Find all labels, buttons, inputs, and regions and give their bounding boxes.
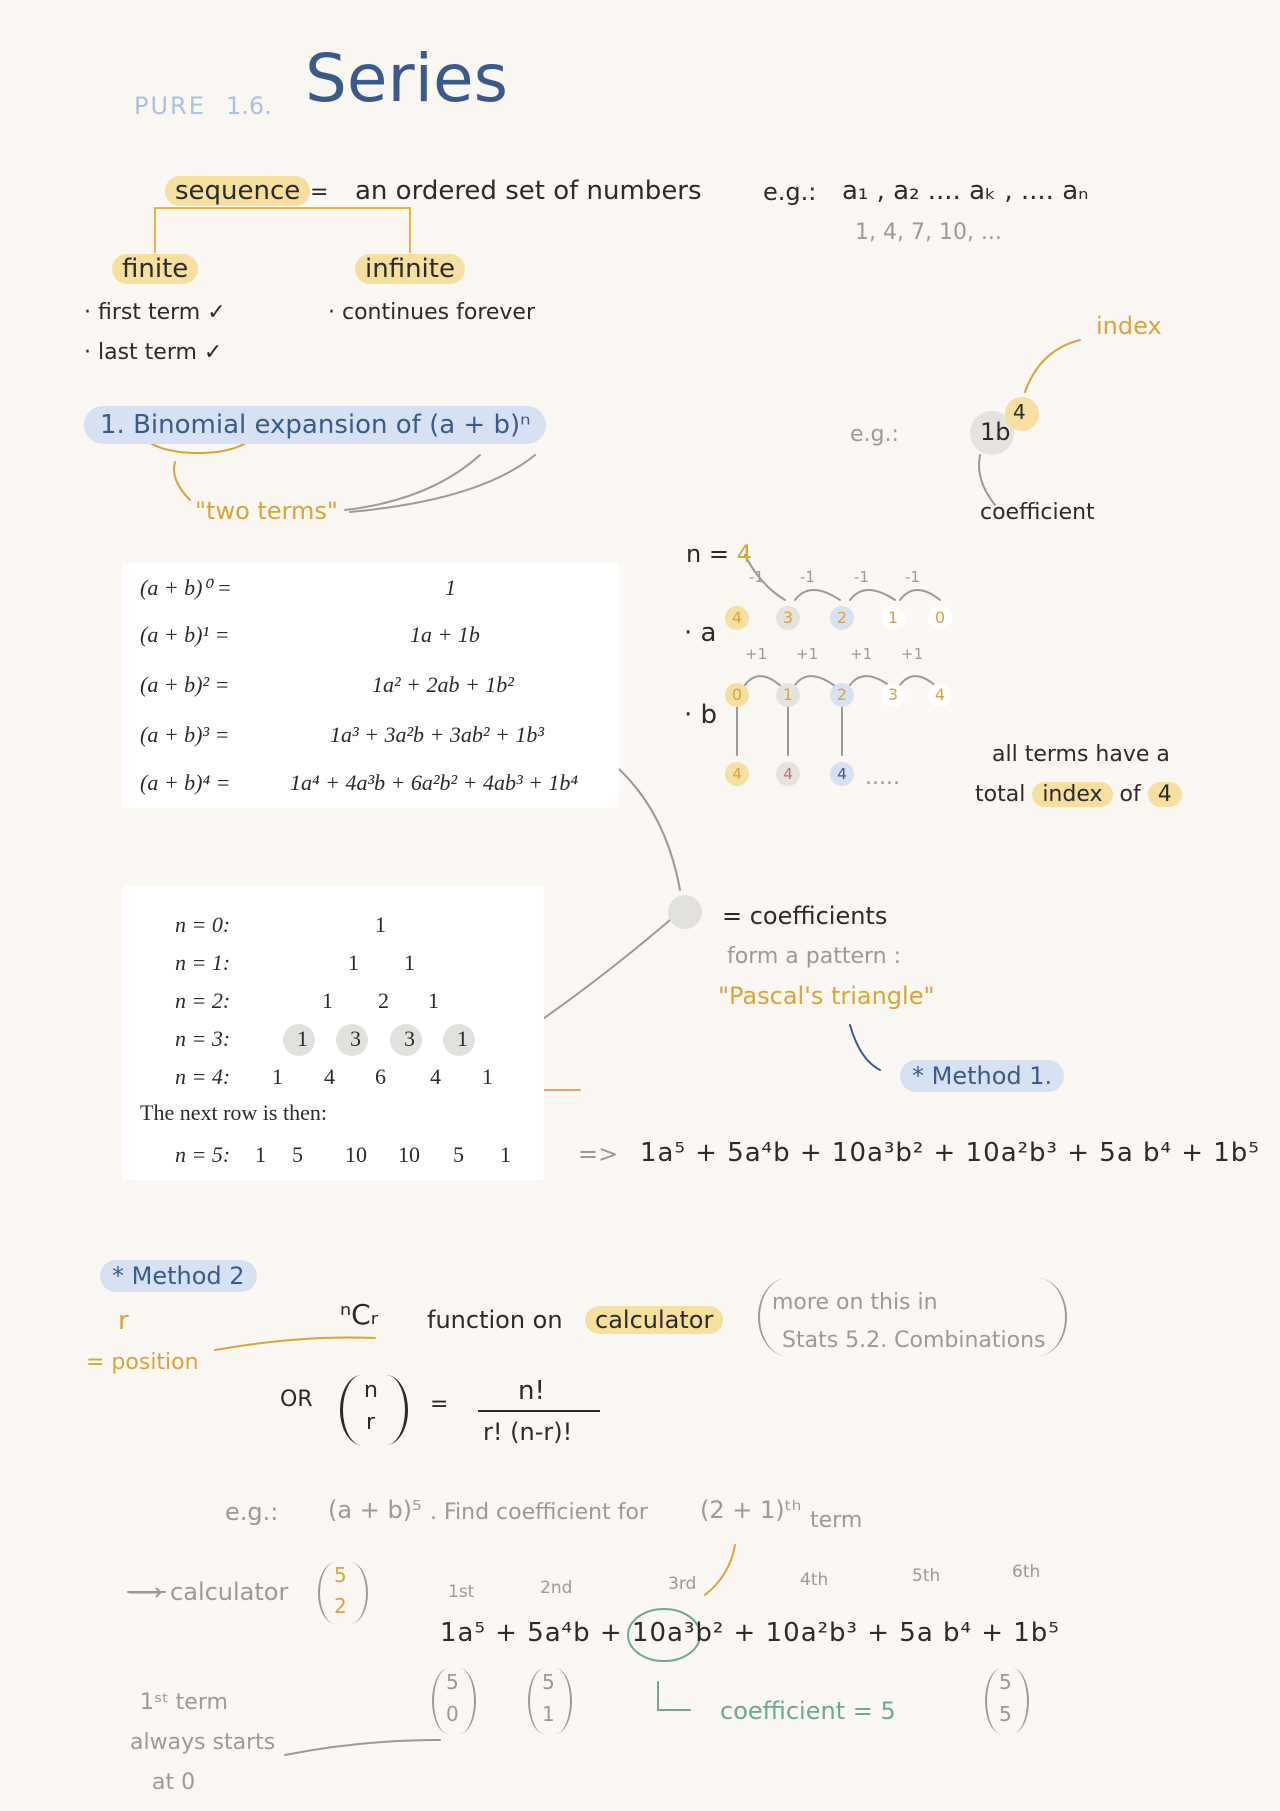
first-term-note-line3: at 0 [152,1770,196,1795]
pascal-next-value: 1 [500,1142,511,1167]
pascal-value: 1 [322,988,333,1013]
pascal-row-label: n = 4: [175,1064,231,1089]
pascal-value: 1 [404,950,415,975]
expansion-rhs: 1a³ + 3a²b + 3ab² + 1b³ [330,722,544,747]
b-power: 1 [776,683,800,707]
pascal-next-value: 10 [398,1142,420,1167]
sequence-label: sequence [165,176,310,206]
total-index-note-line1: all terms have a [992,742,1170,767]
sequence-numbers: 1, 4, 7, 10, ... [855,220,1002,245]
b-step: +1 [745,645,768,663]
term-binomial-top: 5 [446,1670,459,1694]
more-note-line1: more on this in [772,1290,938,1315]
a-power: 2 [830,606,854,630]
expansion5-arrow: => [578,1140,619,1168]
calculator-label: calculator [585,1306,723,1334]
more-note-brackets [758,1278,1067,1356]
pascal-value: 3 [404,1026,415,1051]
position-label: = position [86,1350,199,1375]
b-power: 4 [928,683,952,707]
coefficients-note-line1: = coefficients [722,902,888,930]
pascal-value: 1 [457,1026,468,1051]
sequence-definition: an ordered set of numbers [355,176,702,206]
index-total: 4 [725,762,749,786]
header-section: 1.6. [226,92,272,120]
expansion-lhs: (a + b)⁴ = [140,770,231,795]
coefficient-label: coefficient [980,500,1095,525]
term-binomial-bottom: 1 [542,1702,555,1726]
b-power: 3 [881,683,905,707]
a-step: -1 [905,568,920,586]
expansion-lhs: (a + b)² = [140,672,230,697]
finite-item-first: · first term ✓ [84,300,226,325]
binomial-title: 1. Binomial expansion of (a + b)ⁿ [84,410,546,440]
expansion-lhs: (a + b)⁰ = [140,575,232,600]
pascal-next-label: n = 5: [175,1142,231,1167]
pascal-next-value: 1 [255,1142,266,1167]
fraction-line [478,1410,600,1412]
pascal-value: 1 [297,1026,308,1051]
first-term-note-line1: 1ˢᵗ term [140,1690,228,1715]
equals-sign: = [430,1392,449,1417]
pascal-next-value: 5 [292,1142,303,1167]
example-expansion: 1a⁵ + 5a⁴b + 10a³b² + 10a²b³ + 5a b⁴ + 1b⁵ [440,1618,1060,1648]
expansion-lhs: (a + b)¹ = [140,622,230,647]
pascal-row-label: n = 1: [175,950,231,975]
term-binomial-bottom: 0 [446,1702,459,1726]
pascal-next-text: The next row is then: [140,1100,327,1125]
example-eg: e.g.: [225,1498,279,1526]
coefficient-marker [668,895,702,929]
method-1-label: * Method 1. [900,1062,1064,1090]
b-power: 2 [830,683,854,707]
calculator-arrow: ⟶ calculator [128,1578,289,1606]
term-binomial-top: 5 [999,1670,1012,1694]
term-binomial-bottom: 5 [999,1702,1012,1726]
a-step: -1 [854,568,869,586]
expansion-rhs: 1 [445,575,456,600]
b-step: +1 [850,645,873,663]
pascal-value: 1 [482,1064,493,1089]
total-index-note-line2: total index of 4 [975,782,1182,807]
sequence-sep: = [310,180,329,205]
or-label: OR [280,1387,313,1412]
header-pure: PURE [134,92,206,120]
expansion-rhs: 1a² + 2ab + 1b² [372,672,514,697]
a-label: · a [684,618,717,648]
index-total: 4 [830,762,854,786]
index-power: 4 [1013,400,1026,424]
method-2-label: * Method 2 [100,1262,257,1290]
expansion-rhs: 1a⁴ + 4a³b + 6a²b² + 4ab³ + 1b⁴ [290,770,579,795]
a-power: 3 [776,606,800,630]
sequence-eg: e.g.: [763,178,817,206]
binomial-n: n [364,1378,378,1403]
binomial-r: r [366,1410,376,1435]
pascal-value: 1 [272,1064,283,1089]
index-total: 4 [776,762,800,786]
term-ordinal: 1st [448,1582,475,1602]
ncr-symbol: ⁿCᵣ [340,1298,378,1331]
expansion-rhs: 1a + 1b [410,622,480,647]
page-title: Series [305,40,508,117]
n-label: n = 4 [686,540,752,568]
r-label: r [118,1306,129,1336]
coefficients-note-line2: form a pattern : [727,944,902,969]
pascal-value: 1 [428,988,439,1013]
example-which: (2 + 1)ᵗʰ [700,1496,802,1524]
two-terms-note: "two terms" [195,497,338,525]
pascal-value: 4 [324,1064,335,1089]
a-power: 0 [928,606,952,630]
finite-item-last: · last term ✓ [84,340,223,365]
totals-dots: ..... [865,765,900,790]
a-step: -1 [800,568,815,586]
pascal-row-label: n = 3: [175,1026,231,1051]
pascal-value: 1 [375,912,386,937]
sequence-terms: a₁ , a₂ .... aₖ , .... aₙ [842,176,1089,206]
index-term: 1b [980,418,1011,446]
more-note-line2: Stats 5.2. Combinations [782,1328,1046,1353]
fraction-bottom: r! (n-r)! [483,1418,573,1446]
infinite-label: infinite [355,254,465,284]
term-ordinal: 5th [912,1566,941,1586]
pascal-next-value: 10 [345,1142,367,1167]
pascal-row-label: n = 2: [175,988,231,1013]
pascal-triangle-label: "Pascal's triangle" [718,982,935,1010]
pascal-value: 6 [375,1064,386,1089]
expansion5: 1a⁵ + 5a⁴b + 10a³b² + 10a²b³ + 5a b⁴ + 1b⁵ [640,1138,1260,1168]
a-step: -1 [749,568,764,586]
example-find: . Find coefficient for [430,1500,648,1525]
b-power: 0 [725,683,749,707]
example-term: term [810,1508,863,1533]
a-power: 4 [725,606,749,630]
pascal-value: 1 [348,950,359,975]
b-step: +1 [901,645,924,663]
calc-top: 5 [334,1563,347,1587]
term-binomial-top: 5 [542,1670,555,1694]
term-ordinal: 4th [800,1570,829,1590]
infinite-item: · continues forever [328,300,536,325]
b-label: · b [684,700,718,730]
ncr-function-text: function on [427,1306,563,1334]
first-term-note-line2: always starts [130,1730,276,1755]
pascal-row-label: n = 0: [175,912,231,937]
a-power: 1 [881,606,905,630]
calc-bottom: 2 [334,1594,347,1618]
term-ordinal: 3rd [668,1574,697,1594]
index-eg: e.g.: [850,422,899,447]
pascal-next-value: 5 [453,1142,464,1167]
term-ordinal: 2nd [540,1578,573,1598]
pascal-value: 4 [430,1064,441,1089]
expansion-lhs: (a + b)³ = [140,722,230,747]
pascal-value: 3 [350,1026,361,1051]
index-label: index [1096,312,1162,340]
finite-label: finite [112,254,198,284]
b-step: +1 [796,645,819,663]
example-expr: (a + b)⁵ [328,1496,422,1524]
coefficient-result: coefficient = 5 [720,1697,896,1725]
term-ordinal: 6th [1012,1562,1041,1582]
fraction-top: n! [518,1376,545,1406]
pascal-value: 2 [378,988,389,1013]
